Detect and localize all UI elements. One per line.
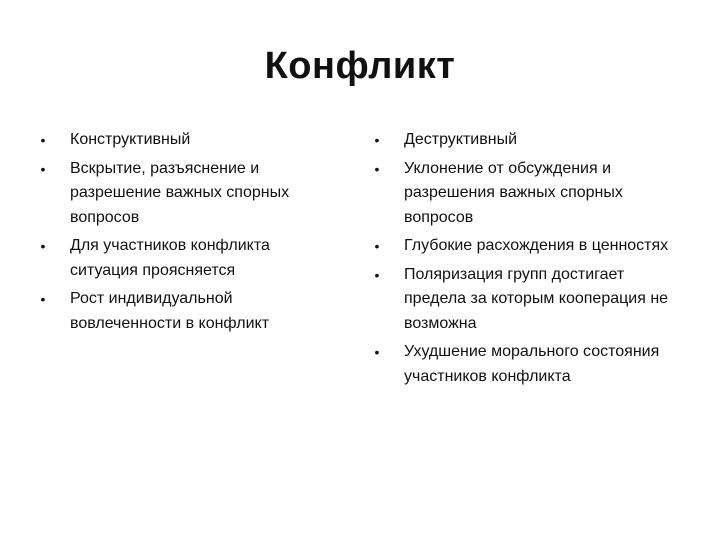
bullet-text: Ухудшение морального состояния участников конфликта: [404, 343, 660, 385]
constructive-column: [36, 128, 336, 340]
list-item: [36, 157, 336, 231]
bullet-icon: •: [374, 132, 380, 148]
list-item: [370, 157, 670, 231]
bullet-icon: •: [374, 266, 380, 283]
list-item: [370, 340, 670, 389]
bullet-icon: •: [374, 238, 380, 254]
destructive-column: [370, 128, 670, 393]
bullet-icon: •: [374, 344, 380, 360]
bullet-icon: •: [40, 160, 46, 177]
bullet-text: Поляризация групп достигает предела за которым кооперация не возможна: [404, 265, 669, 332]
bullet-text: Уклонение от обсуждения и разрешения важных спорных вопросов: [404, 159, 623, 226]
bullet-icon: •: [374, 160, 380, 177]
bullet-text: Рост индивидуальной вовлеченности в конфликт: [70, 290, 270, 332]
slide-title: Конфликт: [264, 45, 456, 87]
list-item: [370, 234, 670, 259]
bullet-text: Деструктивный: [404, 131, 517, 148]
bullet-icon: •: [40, 238, 46, 254]
bullet-text: Глубокие расхождения в ценностях: [404, 237, 669, 254]
list-item: [370, 263, 670, 337]
bullet-text: Конструктивный: [70, 131, 191, 148]
bullet-text: Вскрытие, разъяснение и разрешение важных спорных вопросов: [70, 159, 290, 226]
list-item: [36, 234, 336, 283]
bullet-icon: •: [40, 291, 46, 307]
list-item-constructive-heading: [36, 128, 336, 153]
list-item-destructive-heading: [370, 128, 670, 153]
bullet-icon: •: [40, 132, 46, 148]
bullet-text: Для участников конфликта ситуация проясняется: [70, 237, 270, 279]
list-item: [36, 287, 336, 336]
